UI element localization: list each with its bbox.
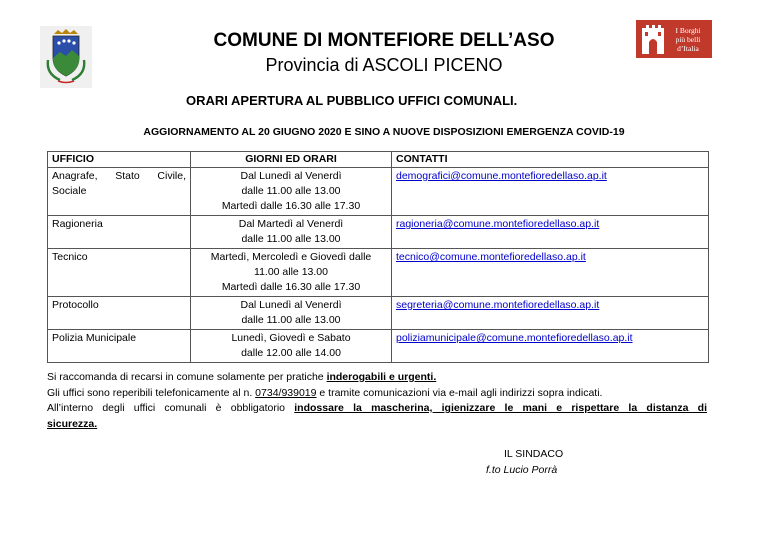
note-emphasis: indossare la mascherina, igienizzare le mani e rispettare la distanza di [294,402,708,414]
hours-line: Dal Martedì al Venerdì [238,218,344,230]
signature-role: IL SINDACO [504,448,564,460]
email-link[interactable]: demografici@comune.montefioredellaso.ap.it [396,170,607,182]
hours-line: Martedì dalle 16.30 alle 17.30 [221,281,361,293]
column-header-office: UFFICIO [48,152,191,168]
table-row [48,249,709,297]
hours-line: 11.00 alle 13.00 [254,266,328,278]
office-contact [392,297,709,330]
column-header-hours: GIORNI ED ORARI [191,152,392,168]
office-hours-table [47,151,709,363]
office-contact [392,216,709,249]
office-name: Polizia Municipale [48,330,191,363]
email-link[interactable]: poliziamunicipale@comune.montefioredellaso.ap.it [396,332,633,344]
badge-line: d’Italia [677,43,699,53]
table-row [48,168,709,216]
page-title: COMUNE DI MONTEFIORE DELL’ASO [213,30,555,51]
office-hours [191,249,392,297]
hours-line: Dal Lunedì al Venerdì [240,170,342,182]
table-header-row [48,152,709,168]
column-header-contacts: CONTATTI [392,152,709,168]
office-hours [191,297,392,330]
page-subtitle: Provincia di ASCOLI PICENO [265,55,503,75]
badge-line: più belli [675,34,701,44]
email-link[interactable]: ragioneria@comune.montefioredellaso.ap.it [396,218,600,230]
office-contact [392,249,709,297]
notes-section [47,370,707,432]
office-name: Anagrafe, Stato Civile, Sociale [48,168,191,216]
office-hours [191,216,392,249]
office-name: Ragioneria [48,216,191,249]
office-name: Protocollo [48,297,191,330]
note-text: Si raccomanda di recarsi in comune solamente per pratiche [47,371,327,383]
note-line [47,386,707,402]
hours-line: Lunedì, Giovedì e Sabato [231,332,351,344]
hours-line: Martedì dalle 16.30 alle 17.30 [221,200,361,212]
table-row [48,216,709,249]
notice-update: AGGIORNAMENTO AL 20 GIUGNO 2020 E SINO A NUOVE DISPOSIZIONI EMERGENZA COVID-19 [143,126,625,138]
note-emphasis: sicurezza. [47,417,98,430]
note-emphasis: inderogabili e urgenti. [326,371,437,383]
email-link[interactable]: segreteria@comune.montefioredellaso.ap.it [396,299,600,311]
office-hours [191,168,392,216]
signature-name: f.to Lucio Porrà [486,464,558,476]
office-contact [392,330,709,363]
note-line [47,417,707,433]
hours-line: Martedì, Mercoledì e Giovedì dalle [210,251,372,263]
hours-line: dalle 11.00 alle 13.00 [241,185,341,197]
hours-line: dalle 11.00 alle 13.00 [241,314,341,326]
note-line [47,401,707,417]
table-row [48,330,709,363]
table-row [48,297,709,330]
office-name: Tecnico [48,249,191,297]
note-text: Gli uffici sono reperibili telefonicamente al n. [47,386,256,399]
notice-heading: ORARI APERTURA AL PUBBLICO UFFICI COMUNALI. [186,93,518,108]
note-text: e tramite comunicazioni via e-mail agli indirizzi sopra indicati. [316,386,603,399]
hours-line: dalle 11.00 alle 13.00 [241,233,341,245]
hours-line: Dal Lunedì al Venerdì [240,299,342,311]
note-line [47,370,707,386]
phone-number: 0734/939019 [255,386,317,399]
hours-line: dalle 12.00 alle 14.00 [241,347,341,359]
email-link[interactable]: tecnico@comune.montefioredellaso.ap.it [396,251,586,263]
office-contact [392,168,709,216]
office-hours [191,330,392,363]
note-text: All’interno degli uffici comunali è obbligatorio [47,402,295,414]
badge-line: I Borghi [675,25,701,35]
